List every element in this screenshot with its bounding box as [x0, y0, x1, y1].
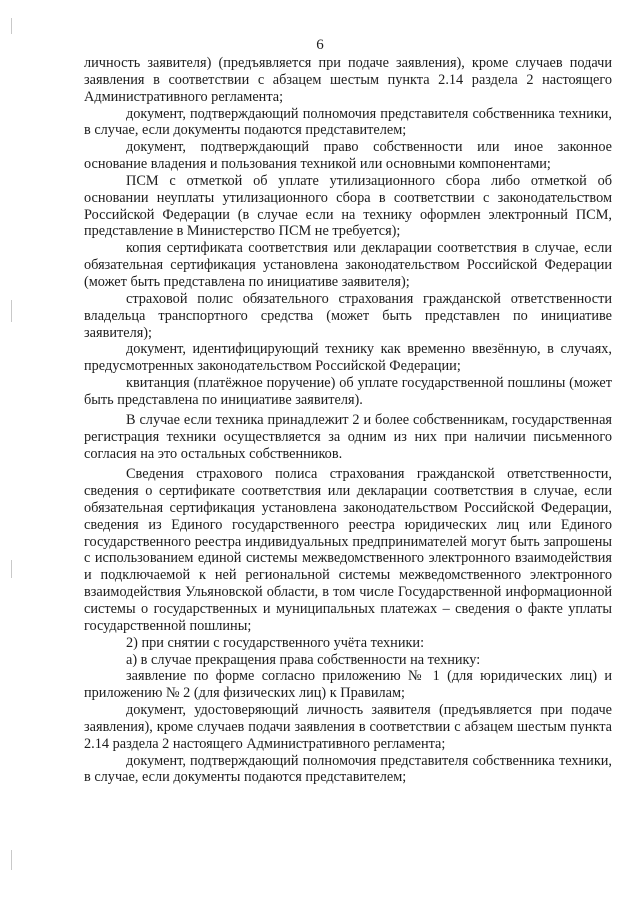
body-text — [84, 55, 612, 786]
paragraph: В случае если техника принадлежит 2 и более собственникам, государственная регистрация техники осуществляется за одним из них при наличии письменного согласия на это остальных собственников. — [84, 412, 612, 462]
paragraph: 2) при снятии с государственного учёта техники: — [126, 634, 425, 651]
paragraph: документ, идентифицирующий технику как временно ввезённую, в случаях, предусмотренных законодательством Российской Федерации; — [84, 341, 612, 375]
scan-edge-mark — [11, 18, 12, 34]
paragraph: а) в случае прекращения права собственности на технику: — [126, 651, 481, 668]
scan-edge-mark — [11, 300, 12, 322]
paragraph: заявление по форме согласно приложению № 1 (для юридических лиц) и приложению № 2 (для физических лиц) к Правилам; — [84, 668, 612, 702]
paragraph: документ, подтверждающий полномочия представителя собственника техники, в случае, если документы подаются представителем; — [84, 752, 612, 786]
paragraph: ПСМ с отметкой об уплате утилизационного сбора либо отметкой об основании неуплаты утилизационного сбора в соответствии с законодательством Российской Федерации (в случае если на технику оформлен электронный ПСМ, представление в Министерство ПСМ не требуется); — [84, 172, 612, 240]
paragraph: копия сертификата соответствия или декларации соответствия в случае, если обязательная сертификация установлена законодательством Российской Федерации (может быть представлена по инициативе заявителя); — [84, 240, 612, 290]
paragraph: Сведения страхового полиса страхования гражданской ответственности, сведения о сертификате соответствия или декларации соответствия в случае, если обязательная сертификация установлена законодательством Российской Федерации, сведения из Единого государственного реестра юридических лиц или Единого государственного реестра индивидуальных предпринимателей могут быть запрошены с использованием единой системы межведомственного электронного взаимодействия и подключаемой к ней региональной системы межведомственного электронного взаимодействия Ульяновской области, в том числе Государственной информационной системы о государственных и муниципальных платежах – сведения о факте уплаты государственной пошлины; — [84, 466, 612, 634]
scan-edge-mark — [11, 850, 12, 870]
scan-edge-mark — [11, 560, 12, 578]
paragraph: документ, подтверждающий полномочия представителя собственника техники, в случае, если документы подаются представителем; — [84, 105, 612, 139]
paragraph: документ, удостоверяющий личность заявителя (предъявляется при подаче заявления), кроме случаев подачи заявления в соответствии с абзацем шестым пункта 2.14 раздела 2 настоящего Административного регламента; — [84, 702, 612, 752]
paragraph: личность заявителя) (предъявляется при подаче заявления), кроме случаев подачи заявления в соответствии с абзацем шестым пункта 2.14 раздела 2 настоящего Административного регламента; — [84, 55, 612, 105]
paragraph: страховой полис обязательного страхования гражданской ответственности владельца транспортного средства (может быть представлен по инициативе заявителя); — [84, 290, 612, 341]
paragraph: квитанция (платёжное поручение) об уплате государственной пошлины (может быть представлена по инициативе заявителя). — [84, 375, 612, 408]
paragraph: документ, подтверждающий право собственности или иное законное основание владения и пользования техникой или основными компонентами; — [84, 139, 612, 173]
page-number: 6 — [316, 37, 324, 53]
